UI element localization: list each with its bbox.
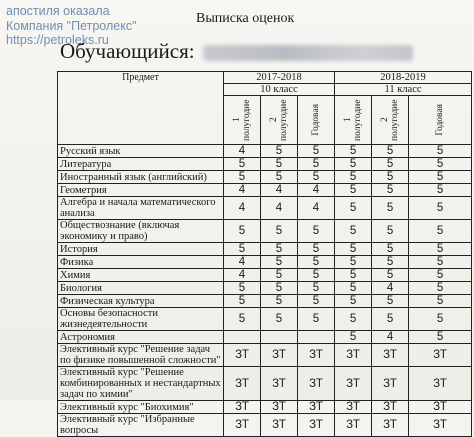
grade-cell: 4 — [224, 184, 261, 197]
grade-cell: ЗТ — [261, 401, 298, 414]
grade-cell: ЗТ — [409, 344, 472, 367]
table-row — [58, 158, 472, 171]
grade-cell: 5 — [372, 256, 409, 269]
table-row — [58, 243, 472, 256]
grade-cell: ЗТ — [224, 401, 261, 414]
subject-name: Физика — [58, 256, 224, 269]
grade-cell: 4 — [298, 197, 335, 220]
grade-cell: 5 — [224, 158, 261, 171]
subject-column-header: Предмет — [58, 72, 224, 145]
table-row — [58, 269, 472, 282]
period-header — [409, 96, 472, 145]
table-row — [58, 282, 472, 295]
grade-cell: 5 — [372, 184, 409, 197]
grade-cell: ЗТ — [335, 367, 372, 401]
grade-cell: ЗТ — [372, 401, 409, 414]
grade-cell: 5 — [298, 308, 335, 331]
subject-name: Геометрия — [58, 184, 224, 197]
grade-cell: 5 — [372, 197, 409, 220]
table-row — [58, 414, 472, 437]
subject-name: Основы безопасности жизнедеятельности — [58, 308, 224, 331]
grade-cell: ЗТ — [409, 401, 472, 414]
period-label: 1 полугодие — [343, 99, 364, 141]
grade-cell: 5 — [372, 295, 409, 308]
grade-cell: 5 — [409, 308, 472, 331]
grade-cell: 5 — [372, 171, 409, 184]
grade-cell: 5 — [261, 308, 298, 331]
grade-cell: 5 — [298, 295, 335, 308]
grade-cell: 5 — [298, 243, 335, 256]
subject-name: Биология — [58, 282, 224, 295]
grade-cell: 5 — [335, 158, 372, 171]
grade-cell: 5 — [298, 282, 335, 295]
year-header: 2017-2018 — [224, 72, 335, 84]
grade-cell: 4 — [224, 197, 261, 220]
grade-cell: 5 — [261, 220, 298, 243]
grade-cell: 4 — [224, 269, 261, 282]
grade-cell: 5 — [335, 171, 372, 184]
grade-cell: 4 — [224, 256, 261, 269]
grade-cell: 5 — [335, 184, 372, 197]
grade-cell: 5 — [409, 184, 472, 197]
grade-cell: 5 — [409, 282, 472, 295]
grade-cell: 5 — [409, 145, 472, 158]
grade-cell: 5 — [409, 256, 472, 269]
grade-cell: ЗТ — [224, 344, 261, 367]
subject-name: История — [58, 243, 224, 256]
grade-cell: ЗТ — [224, 414, 261, 437]
grade-cell: 5 — [335, 197, 372, 220]
grade-cell: ЗТ — [372, 414, 409, 437]
grade-cell: 4 — [372, 282, 409, 295]
grades-table — [57, 71, 472, 437]
grade-cell: 5 — [335, 282, 372, 295]
period-header — [261, 96, 298, 145]
subject-name: Элективный курс "Решение комбинированных и нестандартных задач по химии" — [58, 367, 224, 401]
table-row — [58, 295, 472, 308]
grade-cell: 5 — [335, 295, 372, 308]
grade-cell: 5 — [409, 220, 472, 243]
grade-cell: 5 — [298, 158, 335, 171]
grade-cell: 4 — [372, 331, 409, 344]
grade-cell: 5 — [261, 256, 298, 269]
subject-name: Литература — [58, 158, 224, 171]
grade-cell: 5 — [224, 308, 261, 331]
table-row — [58, 145, 472, 158]
table-row — [58, 171, 472, 184]
subject-name: Физическая культура — [58, 295, 224, 308]
grade-cell: 5 — [372, 308, 409, 331]
grade-cell: 5 — [409, 171, 472, 184]
grade-cell: 5 — [261, 295, 298, 308]
grade-cell: 5 — [261, 145, 298, 158]
subject-name: Элективный курс "Избранные вопросы — [58, 414, 224, 437]
period-header — [335, 96, 372, 145]
grade-cell: 4 — [298, 184, 335, 197]
grade-cell: 5 — [224, 171, 261, 184]
grade-cell: 5 — [335, 331, 372, 344]
subject-name: Обществознание (включая экономику и право) — [58, 220, 224, 243]
grade-cell: 5 — [298, 256, 335, 269]
grade-cell: 5 — [335, 256, 372, 269]
grade-cell: 4 — [224, 145, 261, 158]
grade-cell: 4 — [261, 197, 298, 220]
subject-name: Элективный курс "Решение задач по физике повышенной сложности" — [58, 344, 224, 367]
student-label: Обучающийся: — [60, 38, 195, 63]
subject-name: Русский язык — [58, 145, 224, 158]
grade-cell: ЗТ — [261, 414, 298, 437]
grade-cell: 5 — [261, 243, 298, 256]
table-row — [58, 331, 472, 344]
grade-cell: 5 — [409, 295, 472, 308]
grade-cell: ЗТ — [261, 344, 298, 367]
grade-cell: 5 — [409, 158, 472, 171]
period-label: 1 полугодие — [232, 99, 252, 141]
grade-cell: 5 — [261, 269, 298, 282]
watermark-line: апостиля оказала — [6, 4, 110, 18]
grade-cell — [261, 331, 298, 344]
grade-cell: ЗТ — [298, 367, 335, 401]
grade-cell: 5 — [224, 282, 261, 295]
table-row — [58, 197, 472, 220]
grade-cell: 5 — [298, 220, 335, 243]
subject-name: Иностранный язык (английский) — [58, 171, 224, 184]
grade-cell: 5 — [335, 308, 372, 331]
grade-cell: 5 — [372, 220, 409, 243]
grade-cell: 4 — [261, 184, 298, 197]
document-title: Выписка оценок — [196, 11, 295, 26]
grade-cell: ЗТ — [372, 344, 409, 367]
year-header: 2018-2019 — [335, 72, 472, 84]
grade-cell: 5 — [261, 171, 298, 184]
grade-cell: 5 — [335, 145, 372, 158]
grade-cell: 5 — [372, 145, 409, 158]
grade-cell — [298, 331, 335, 344]
grade-cell: 5 — [224, 220, 261, 243]
grade-cell: 5 — [335, 243, 372, 256]
grade-cell: 5 — [409, 197, 472, 220]
period-label: 2 полугодие — [269, 99, 289, 141]
grade-cell: ЗТ — [261, 367, 298, 401]
period-label: 2 полугодие — [380, 99, 401, 141]
grade-cell: 5 — [372, 269, 409, 282]
table-row — [58, 256, 472, 269]
grade-cell: 5 — [335, 269, 372, 282]
period-header — [298, 96, 335, 145]
grade-cell — [224, 331, 261, 344]
grade-cell: 5 — [372, 243, 409, 256]
grade-cell: 5 — [298, 269, 335, 282]
grade-cell: 5 — [298, 145, 335, 158]
grade-cell: ЗТ — [298, 344, 335, 367]
table-row — [58, 308, 472, 331]
table-row — [58, 344, 472, 367]
grade-cell: 5 — [224, 295, 261, 308]
grade-cell: 5 — [409, 243, 472, 256]
grade-cell: 5 — [224, 243, 261, 256]
grade-cell: 5 — [335, 220, 372, 243]
grade-cell: 5 — [261, 282, 298, 295]
watermark-line: Компания "Петролекс" — [6, 18, 137, 33]
subject-name: Астрономия — [58, 331, 224, 344]
table-row — [58, 367, 472, 401]
period-label: Годовая — [435, 104, 446, 136]
table-row — [58, 184, 472, 197]
grade-cell: ЗТ — [224, 367, 261, 401]
grade-cell: ЗТ — [409, 414, 472, 437]
grade-header: 11 класс — [335, 84, 472, 96]
grade-cell: ЗТ — [335, 344, 372, 367]
grade-header: 10 класс — [224, 84, 335, 96]
grade-cell: 5 — [372, 158, 409, 171]
period-header — [372, 96, 409, 145]
subject-name: Химия — [58, 269, 224, 282]
table-row — [58, 401, 472, 414]
grade-cell: 5 — [298, 171, 335, 184]
grade-cell: 5 — [409, 269, 472, 282]
period-header — [224, 96, 261, 145]
grade-cell: ЗТ — [335, 414, 372, 437]
subject-name: Алгебра и начала математического анализа — [58, 197, 224, 220]
grade-cell: ЗТ — [409, 367, 472, 401]
grade-cell: ЗТ — [372, 367, 409, 401]
grades-body — [58, 145, 472, 437]
grade-cell: ЗТ — [335, 401, 372, 414]
table-row — [58, 220, 472, 243]
grade-cell: ЗТ — [298, 401, 335, 414]
period-label: Годовая — [311, 104, 321, 136]
subject-name: Элективный курс "Биохимия" — [58, 401, 224, 414]
redacted-student-name — [203, 45, 413, 61]
grade-cell: ЗТ — [298, 414, 335, 437]
grade-cell: 5 — [261, 158, 298, 171]
watermark-line: https://petroleks.ru — [6, 33, 109, 47]
student-row — [60, 38, 413, 64]
grade-cell: 5 — [409, 331, 472, 344]
